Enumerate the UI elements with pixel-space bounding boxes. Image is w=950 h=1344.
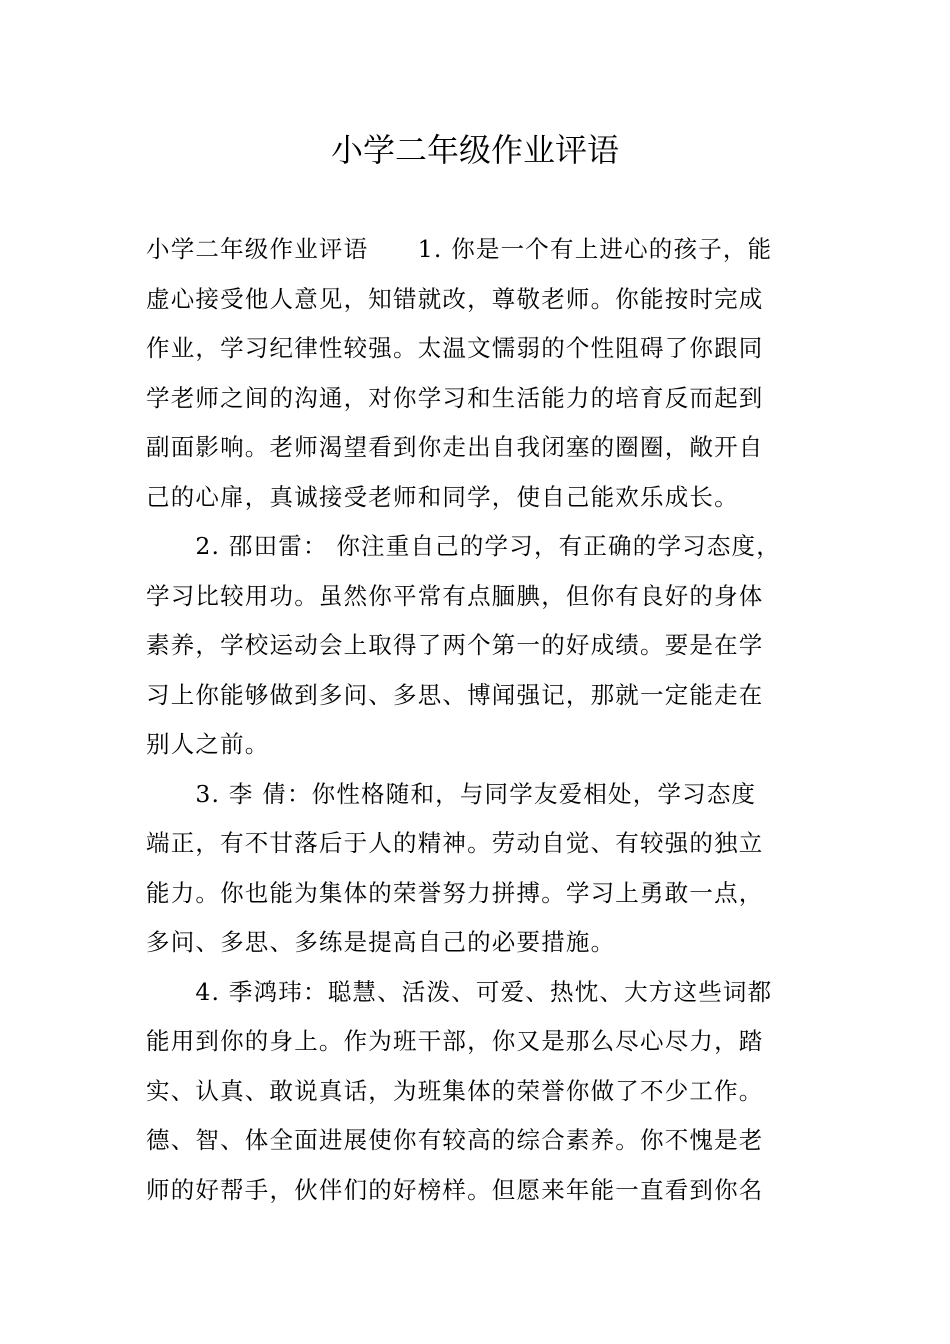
body-line: 能力。你也能为集体的荣誉努力拼搏。学习上勇敢一点，: [146, 878, 764, 907]
body-line: 别人之前。: [146, 730, 270, 758]
body-line: 学习比较用功。虽然你平常有点腼腆，但你有良好的身体: [146, 581, 764, 610]
body-line: 副面影响。老师渴望看到你走出自我闭塞的圈圈，敞开自: [146, 433, 764, 461]
body-line: 习上你能够做到多问、多思、博闻强记，那就一定能走在: [146, 680, 764, 709]
document-body: [146, 225, 814, 1215]
body-line: 师的好帮手，伙伴们的好榜样。但愿来年能一直看到你名: [146, 1175, 764, 1204]
body-line: 3. 李 倩：你性格随和，与同学友爱相处，学习态度: [146, 779, 757, 808]
body-line: 端正，有不甘落后于人的精神。劳动自觉、有较强的独立: [146, 829, 764, 857]
body-line: 虚心接受他人意见，知错就改，尊敬老师。你能按时完成: [146, 284, 764, 313]
body-line: 作业，学习纪律性较强。太温文懦弱的个性阻碍了你跟同: [146, 334, 764, 362]
body-line: 能用到你的身上。作为班干部，你又是那么尽心尽力，踏: [146, 1027, 764, 1055]
body-line: 己的心扉，真诚接受老师和同学，使自己能欢乐成长。: [146, 482, 739, 511]
body-line: 德、智、体全面进展使你有较高的综合素养。你不愧是老: [146, 1126, 764, 1154]
body-line: 4. 季鸿玮：聪慧、活泼、可爱、热忱、大方这些词都: [146, 977, 773, 1006]
body-line: 素养，学校运动会上取得了两个第一的好成绩。要是在学: [146, 631, 764, 659]
body-line: 小学二年级作业评语 1. 你是一个有上进心的孩子，能: [146, 235, 773, 263]
body-line: 实、认真、敢说真话，为班集体的荣誉你做了不少工作。: [146, 1076, 764, 1105]
body-line: 学老师之间的沟通，对你学习和生活能力的培育反而起到: [146, 383, 764, 412]
document-title: 小学二年级作业评语: [330, 131, 619, 169]
body-line: 2. 邵田雷： 你注重自己的学习，有正确的学习态度，: [146, 532, 781, 560]
body-line: 多问、多思、多练是提高自己的必要措施。: [146, 928, 616, 956]
